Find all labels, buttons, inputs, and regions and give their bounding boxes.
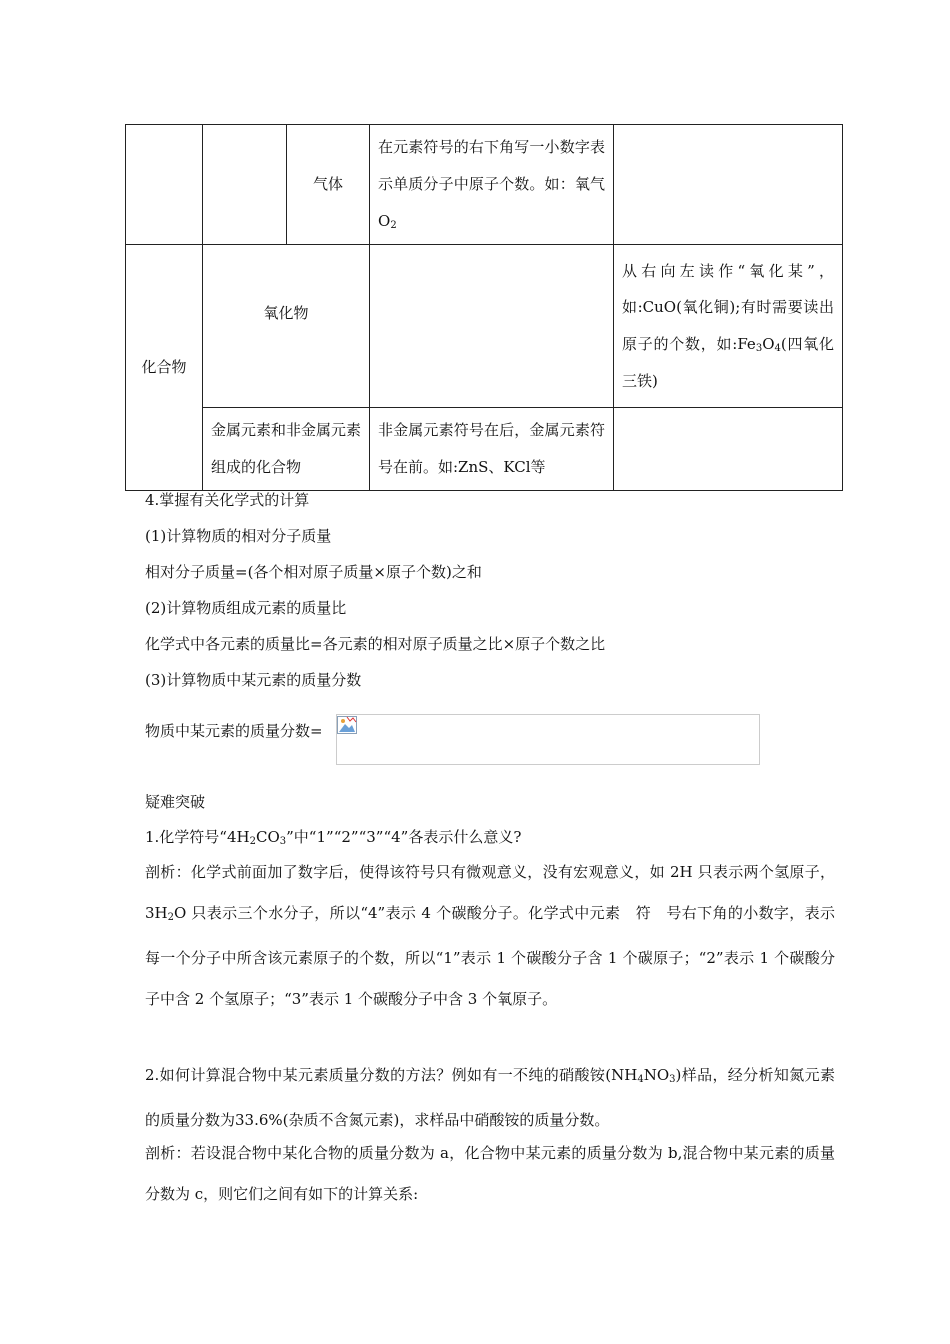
subscript: 4 (637, 1074, 644, 1085)
text-part: NO (643, 1066, 670, 1084)
compound-label: 化合物 (141, 357, 187, 376)
cell-metal-nonmetal-rule (370, 408, 614, 491)
cell-empty (203, 125, 287, 245)
cell-gas-rule (370, 125, 614, 245)
question-1 (145, 826, 521, 847)
text-part: CO (255, 828, 280, 846)
answer-1 (145, 852, 835, 1020)
subscript: 2 (249, 836, 256, 847)
table-row-oxide (126, 245, 843, 408)
gas-rule-text: 在元素符号的右下角写一小数字表示单质分子中原子个数。如：氧气O (378, 138, 605, 230)
text-line: 相对分子质量=(各个相对原子质量×原子个数)之和 (145, 563, 482, 581)
cell-compound-label (126, 245, 203, 491)
subheading: (2)计算物质组成元素的质量比 (145, 599, 347, 617)
text-part: 剖析：化学式前面加了数字后，使得该符号只有微观意义，没有宏观意义，如 2H 只表示两个氢原子， 3H (145, 863, 835, 922)
cell-gas-label (287, 125, 370, 245)
text-line: 化学式中各元素的质量比=各元素的相对原子质量之比×原子个数之比 (145, 635, 606, 653)
chemical-formula-table (125, 124, 843, 491)
table-row-gas (126, 125, 843, 245)
section-heading: 4.掌握有关化学式的计算 (145, 491, 310, 509)
cell-oxide-label (203, 245, 370, 408)
cell-empty (126, 125, 203, 245)
subscript: 4 (774, 343, 781, 354)
answer-2: 剖析：若设混合物中某化合物的质量分数为 a，化合物中某元素的质量分数为 b,混合物中某元素的质量分数为 c，则它们之间有如下的计算关系: (145, 1144, 835, 1203)
broken-image-icon (337, 716, 357, 734)
subscript: 3 (669, 1074, 676, 1085)
formula-image-frame (336, 714, 760, 765)
metal-nonmetal-rule: 非金属元素符号在后，金属元素符号在前。如:ZnS、KCl等 (378, 421, 605, 476)
table-row-metal-nonmetal (126, 408, 843, 491)
oxide-reading-text: 从右向左读作“氧化某”，如:CuO(氧化铜);有时需要读出原子的个数，如:Fe (622, 261, 834, 353)
text-part: )样品，经分析知氮元素的质量分数为33.6%(杂质不含氮元素)，求样品中硝酸铵的质量分数。 (145, 1066, 835, 1129)
subscript: 3 (279, 836, 287, 847)
oxide-reading-text: (四氧化三铁) (622, 335, 834, 390)
text-part: 1.化学符号“4H (145, 828, 250, 846)
text-part: ”中“1”“2”“3”“4”各表示什么意义? (286, 828, 522, 846)
cell-empty (370, 245, 614, 408)
subscript: 3 (755, 343, 763, 354)
cell-empty (614, 125, 843, 245)
cell-oxide-reading (614, 245, 843, 408)
text-part: O 只表示三个水分子，所以“4”表示 4 个碳酸分子。化学式中元素 符 号右下角的小数字，表示每一个分子中所含该元素原子的个数，所以“1”表示 1 个碳酸分子含 1 个碳原子；“2”表示 1 个碳酸分子中含 2 个氢原子；“3”表示 1 个碳酸分子中含 3 个氧原子。 (145, 904, 835, 1008)
oxide-reading-text: O (762, 335, 775, 353)
cell-empty (614, 408, 843, 491)
cell-metal-nonmetal-label (203, 408, 370, 491)
text-part: 2.如何计算混合物中某元素质量分数的方法？例如有一不纯的硝酸铵(NH (145, 1066, 638, 1084)
subscript: 2 (167, 912, 174, 923)
oxide-label: 氧化物 (263, 304, 309, 322)
metal-nonmetal-label: 金属元素和非金属元素组成的化合物 (211, 421, 362, 476)
section-heading: 疑难突破 (145, 793, 206, 811)
subscript: 2 (390, 219, 397, 231)
subheading: (1)计算物质的相对分子质量 (145, 527, 332, 545)
gas-label: 气体 (312, 175, 343, 194)
subheading: (3)计算物质中某元素的质量分数 (145, 671, 362, 689)
question-2 (145, 1055, 835, 1141)
formula-label: 物质中某元素的质量分数= (145, 722, 323, 740)
